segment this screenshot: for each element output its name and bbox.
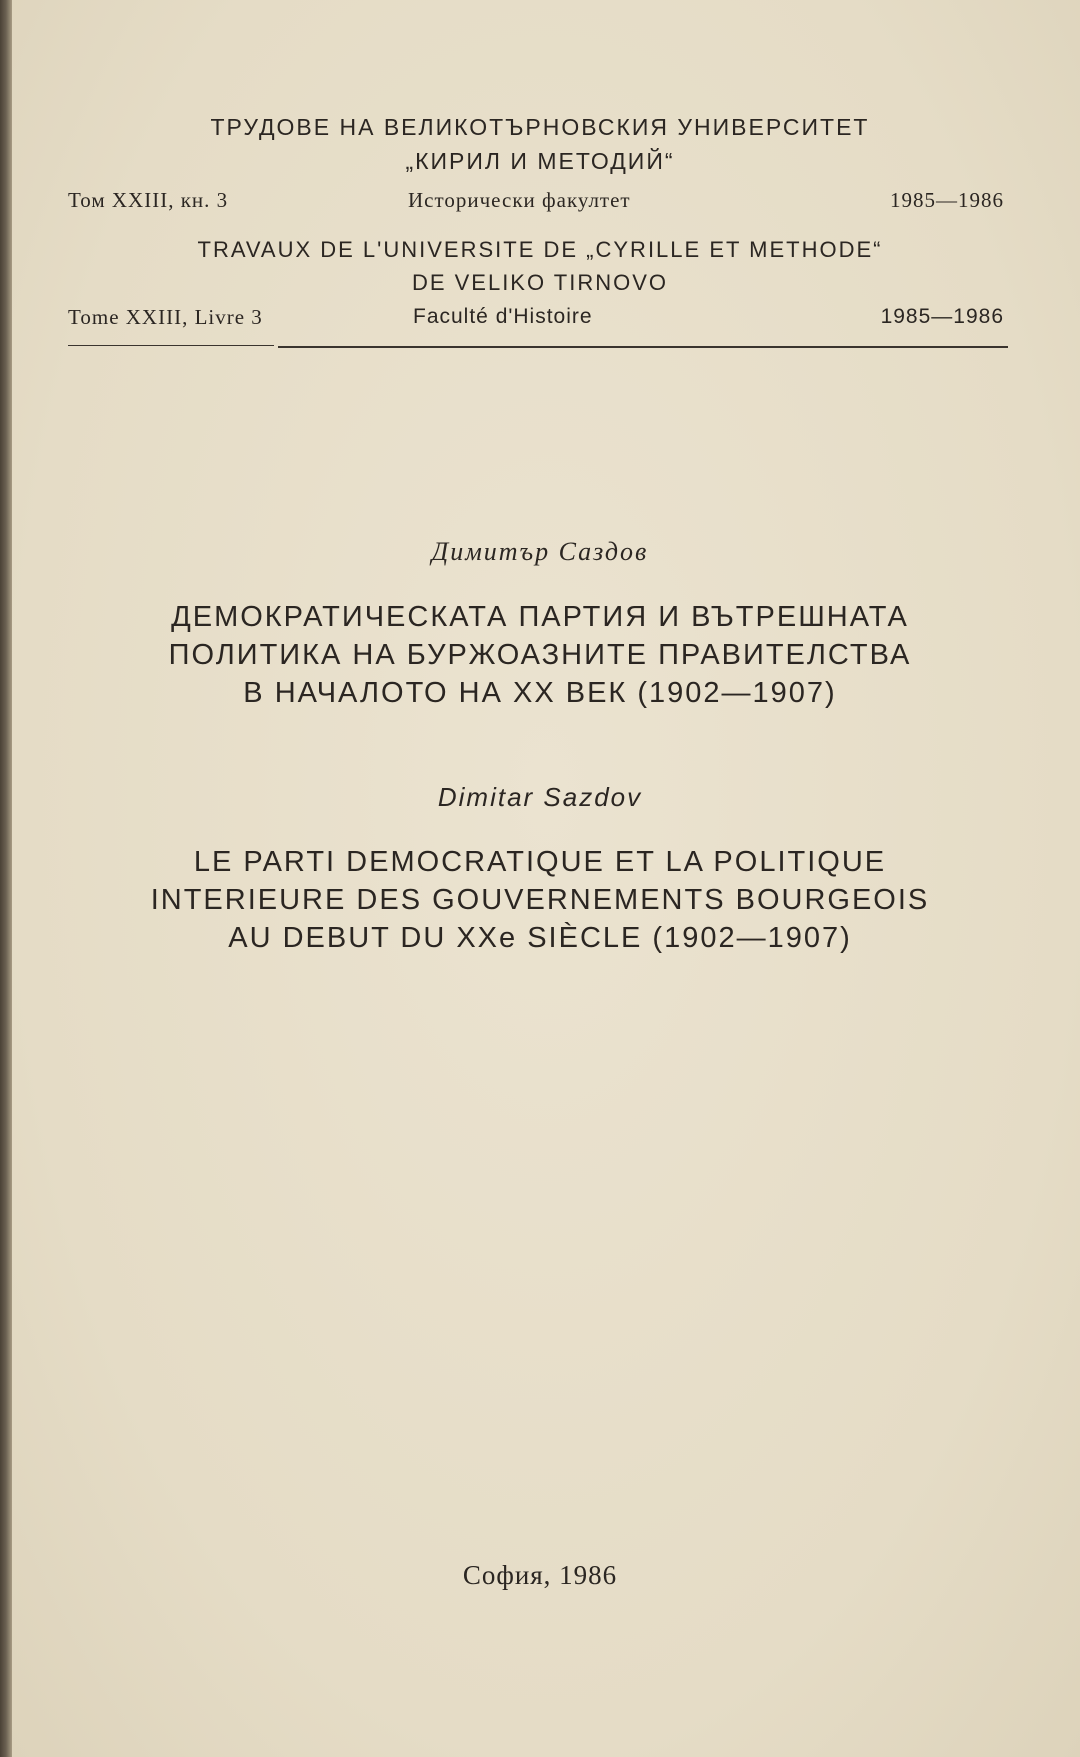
header-bg-faculty: Исторически факултет [408, 188, 631, 212]
title-fr-line3: AU DEBUT DU XXe SIÈCLE (1902—1907) [228, 922, 852, 954]
author-fr: Dimitar Sazdov [437, 782, 643, 812]
header-bg-meta-row [68, 188, 1004, 216]
header-fr-line1: TRAVAUX DE L'UNIVERSITE DE „CYRILLE ET METHODE“ [197, 237, 883, 262]
title-bg-line1: ДЕМОКРАТИЧЕСКАТА ПАРТИЯ И ВЪТРЕШНАТА [171, 601, 909, 633]
header-bg-line2: „КИРИЛ И МЕТОДИЙ“ [405, 148, 675, 174]
header-bg-years: 1985—1986 [890, 188, 1004, 212]
title-fr-line1: LE PARTI DEMOCRATIQUE ET LA POLITIQUE [193, 846, 887, 878]
header-fr-meta-row [68, 305, 1004, 333]
header-rule-left [68, 345, 274, 346]
author-bg: Димитър Саздов [431, 537, 649, 566]
header-bg-line1: ТРУДОВЕ НА ВЕЛИКОТЪРНОВСКИЯ УНИВЕРСИТЕТ [210, 114, 870, 140]
header-rule-right [278, 346, 1008, 348]
header-fr-faculty: Faculté d'Histoire [413, 305, 593, 328]
title-bg-line2: ПОЛИТИКА НА БУРЖОАЗНИТЕ ПРАВИТЕЛСТВА [168, 639, 912, 671]
header-fr-line2: DE VELIKO TIRNOVO [411, 270, 669, 295]
header-fr-volume: Tome XXIII, Livre 3 [68, 305, 263, 329]
header-bg-volume: Том XXIII, кн. 3 [68, 188, 229, 212]
title-fr-line2: INTERIEURE DES GOUVERNEMENTS BOURGEOIS [150, 884, 930, 916]
title-bg-line3: В НАЧАЛОТО НА XX ВЕК (1902—1907) [243, 677, 837, 709]
footer-place-year: София, 1986 [462, 1560, 618, 1590]
header-fr-years: 1985—1986 [880, 305, 1004, 328]
